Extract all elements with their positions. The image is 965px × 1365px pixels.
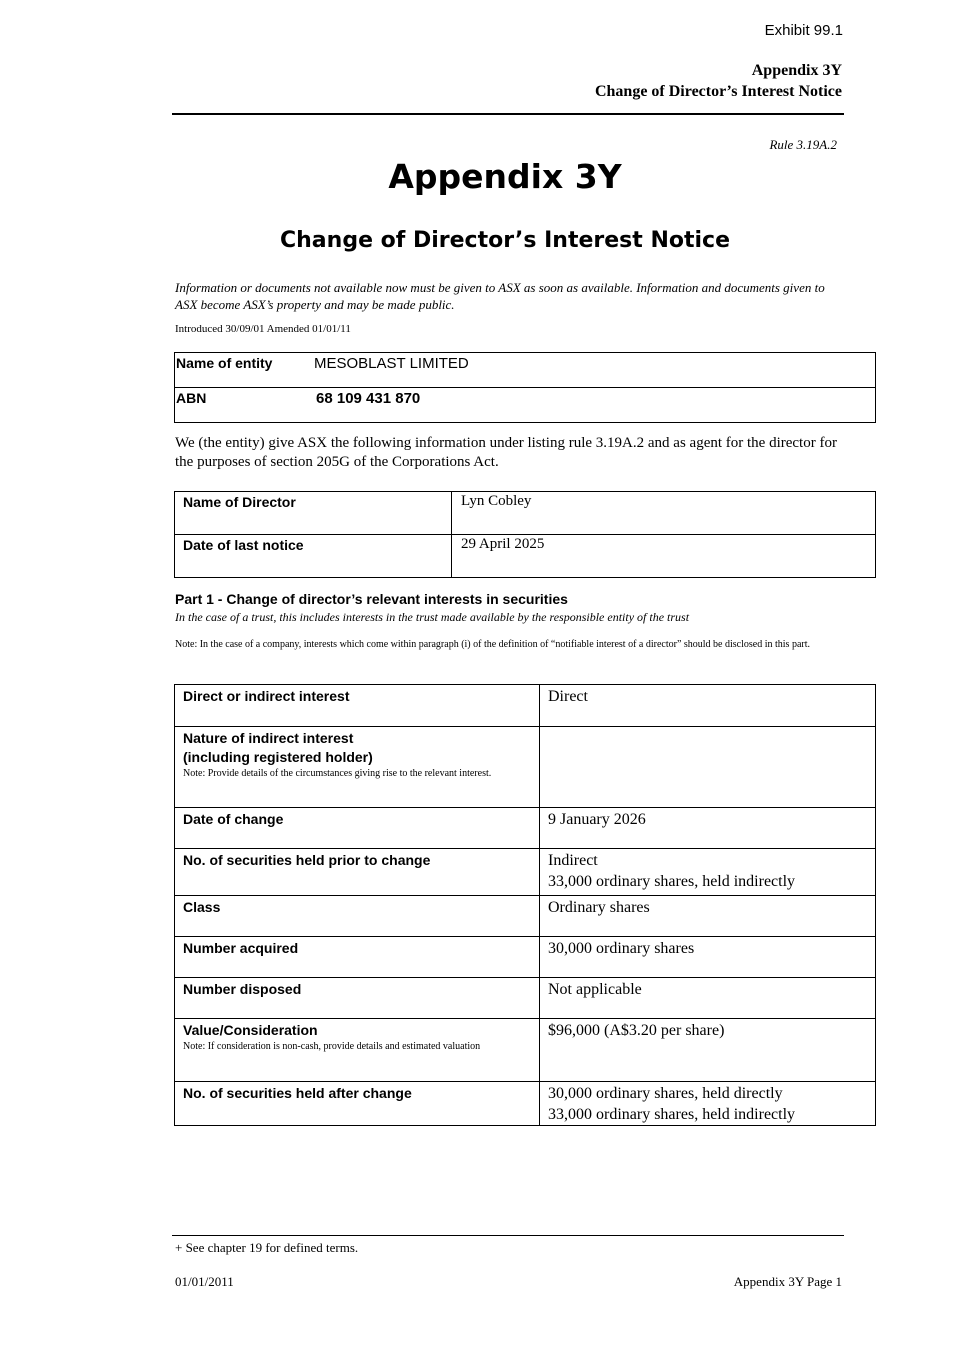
director-name-label: Name of Director (175, 492, 452, 535)
direct-indirect-label: Direct or indirect interest (183, 688, 350, 704)
table-row (175, 896, 876, 937)
table-row (175, 849, 876, 896)
number-acquired-value: 30,000 ordinary shares (540, 937, 876, 978)
page-title: Appendix 3Y (388, 157, 622, 196)
part1-note: Note: In the case of a company, interests which come within paragraph (i) of the definition of “notifiable interest of a director” should be disclosed in this part. (175, 639, 810, 650)
table-row (175, 978, 876, 1019)
entity-statement: We (the entity) give ASX the following information under listing rule 3.19A.2 and as agent for the director for the purposes of section 205G of the Corporations Act. (175, 435, 837, 470)
prior-holdings-cell (540, 849, 876, 896)
director-table (174, 491, 876, 578)
abn-label: ABN (176, 390, 207, 406)
change-table (174, 684, 876, 1126)
label-cell (175, 978, 540, 1019)
page-subtitle: Change of Director’s Interest Notice (280, 228, 730, 253)
footer-terms: + See chapter 19 for defined terms. (175, 1240, 359, 1255)
prior-holdings-label: No. of securities held prior to change (183, 852, 431, 868)
abn-value: 68 109 431 870 (316, 390, 421, 407)
consideration-label: Value/Consideration (183, 1022, 318, 1038)
footer-divider (172, 1235, 844, 1236)
running-header (595, 60, 842, 102)
table-row (175, 937, 876, 978)
number-disposed-label: Number disposed (183, 981, 302, 997)
intro-text: Information or documents not available now must be given to ASX as soon as available. Information and documents given to ASX become ASX’s property and may be made public. (175, 280, 825, 312)
table-row (175, 808, 876, 849)
abn-row-cell (175, 388, 876, 423)
nature-note: Note: Provide details of the circumstances giving rise to the relevant interest. (183, 768, 492, 779)
number-acquired-label: Number acquired (183, 940, 299, 956)
label-cell (175, 727, 540, 808)
date-of-change-value: 9 January 2026 (540, 808, 876, 849)
part1-subheading: In the case of a trust, this includes interests in the trust made available by the responsible entity of the trust (175, 610, 690, 624)
last-notice-label: Date of last notice (175, 535, 452, 578)
direct-indirect-value: Direct (540, 685, 876, 727)
table-row (175, 1019, 876, 1082)
prior-holdings-line1: Indirect (548, 852, 598, 869)
label-cell (175, 1019, 540, 1082)
entity-table (174, 352, 876, 423)
after-holdings-label: No. of securities held after change (183, 1085, 412, 1101)
last-notice-row (175, 535, 876, 578)
entity-name-row (175, 353, 876, 388)
rule-reference: Rule 3.19A.2 (769, 137, 837, 152)
label-cell (175, 808, 540, 849)
running-header-line1: Appendix 3Y (751, 62, 842, 79)
footer-page-number: Appendix 3Y Page 1 (733, 1274, 842, 1289)
table-row (175, 685, 876, 727)
abn-row (175, 388, 876, 423)
director-name-value: Lyn Cobley (452, 492, 876, 535)
nature-label-line2: (including registered holder) (183, 749, 373, 765)
director-name-row (175, 492, 876, 535)
label-cell (175, 896, 540, 937)
label-cell (175, 1082, 540, 1126)
nature-label-line1: Nature of indirect interest (183, 730, 354, 746)
entity-name-label: Name of entity (176, 355, 273, 371)
class-value: Ordinary shares (540, 896, 876, 937)
entity-name-value: MESOBLAST LIMITED (314, 355, 469, 372)
prior-holdings-line2: 33,000 ordinary shares, held indirectly (548, 873, 796, 890)
class-label: Class (183, 899, 221, 915)
exhibit-label: Exhibit 99.1 (764, 22, 843, 39)
footer-date: 01/01/2011 (175, 1274, 234, 1289)
introduced-amended-text: Introduced 30/09/01 Amended 01/01/11 (175, 323, 351, 335)
table-row (175, 1082, 876, 1126)
last-notice-value: 29 April 2025 (452, 535, 876, 578)
part1-heading: Part 1 - Change of director’s relevant interests in securities (175, 591, 568, 607)
running-header-line2: Change of Director’s Interest Notice (594, 83, 842, 100)
number-disposed-value: Not applicable (540, 978, 876, 1019)
table-row (175, 727, 876, 808)
after-holdings-line2: 33,000 ordinary shares, held indirectly (548, 1106, 796, 1123)
header-divider (172, 113, 844, 115)
consideration-value: $96,000 (A$3.20 per share) (540, 1019, 876, 1082)
label-cell (175, 685, 540, 727)
label-cell (175, 937, 540, 978)
entity-row-cell (175, 353, 876, 388)
nature-value (540, 727, 876, 808)
consideration-note: Note: If consideration is non-cash, provide details and estimated valuation (183, 1041, 481, 1052)
after-holdings-line1: 30,000 ordinary shares, held directly (548, 1085, 783, 1102)
label-cell (175, 849, 540, 896)
date-of-change-label: Date of change (183, 811, 284, 827)
after-holdings-cell (540, 1082, 876, 1126)
